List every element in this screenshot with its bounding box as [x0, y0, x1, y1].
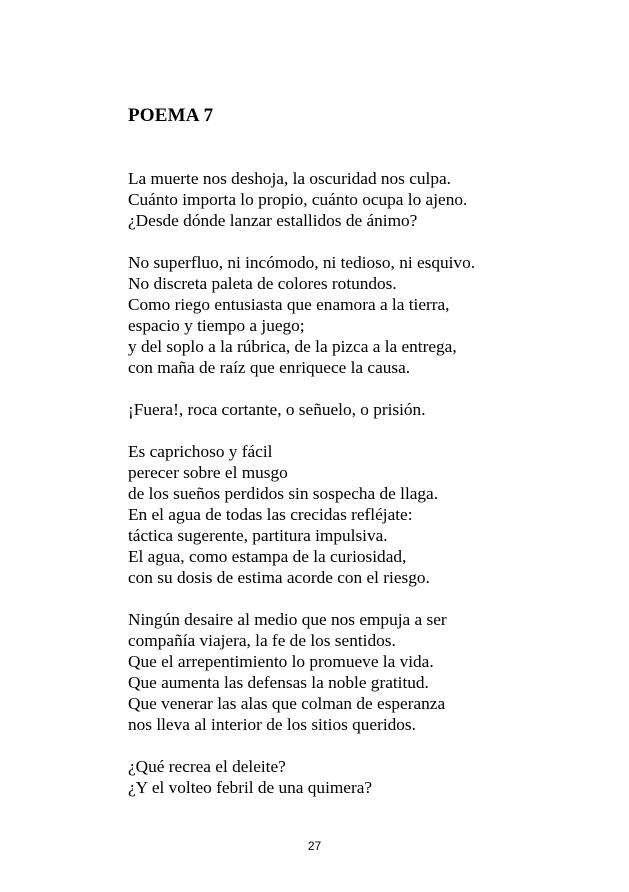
- poem-line: ¿Qué recrea el deleite?: [128, 757, 286, 776]
- poem-line: ¿Y el volteo febril de una quimera?: [128, 778, 373, 797]
- poem-line: con su dosis de estima acorde con el riesgo.: [128, 568, 430, 587]
- poem-line: No superfluo, ni incómodo, ni tedioso, ni esquivo.: [128, 253, 476, 272]
- poem-line: El agua, como estampa de la curiosidad,: [128, 547, 407, 566]
- poem-line: No discreta paleta de colores rotundos.: [128, 274, 397, 293]
- poem-line: espacio y tiempo a juego;: [128, 316, 305, 335]
- poem-line: nos lleva al interior de los sitios queridos.: [128, 715, 416, 734]
- poem-line: perecer sobre el musgo: [128, 463, 288, 482]
- poem-line: En el agua de todas las crecidas refléjate:: [128, 505, 413, 524]
- poem-line: Ningún desaire al medio que nos empuja a ser: [128, 610, 447, 629]
- poem-line: táctica sugerente, partitura impulsiva.: [128, 526, 388, 545]
- poem-line: con maña de raíz que enriquece la causa.: [128, 358, 411, 377]
- stanza-5: [128, 609, 598, 735]
- poem-line: La muerte nos deshoja, la oscuridad nos culpa.: [128, 169, 451, 188]
- stanza-4: [128, 441, 598, 588]
- stanza-3: [128, 399, 598, 420]
- poem-line: y del soplo a la rúbrica, de la pizca a la entrega,: [128, 337, 457, 356]
- poem-line: ¿Desde dónde lanzar estallidos de ánimo?: [128, 211, 418, 230]
- poem-line: Es caprichoso y fácil: [128, 442, 273, 461]
- poem-line: compañía viajera, la fe de los sentidos.: [128, 631, 396, 650]
- poem-line: Cuánto importa lo propio, cuánto ocupa lo ajeno.: [128, 190, 468, 209]
- page-number: 27: [307, 839, 322, 853]
- poem-title: POEMA 7: [128, 105, 214, 126]
- stanza-6: [128, 756, 598, 798]
- poem-line: Que venerar las alas que colman de esperanza: [128, 694, 446, 713]
- poem-body: [128, 168, 598, 798]
- stanza-2: [128, 252, 598, 378]
- poem-line: Que el arrepentimiento lo promueve la vida.: [128, 652, 434, 671]
- stanza-1: [128, 168, 598, 231]
- poem-line: Como riego entusiasta que enamora a la tierra,: [128, 295, 450, 314]
- poem-line: Que aumenta las defensas la noble gratitud.: [128, 673, 429, 692]
- poem-line: de los sueños perdidos sin sospecha de llaga.: [128, 484, 439, 503]
- poem-line: ¡Fuera!, roca cortante, o señuelo, o prisión.: [128, 400, 426, 419]
